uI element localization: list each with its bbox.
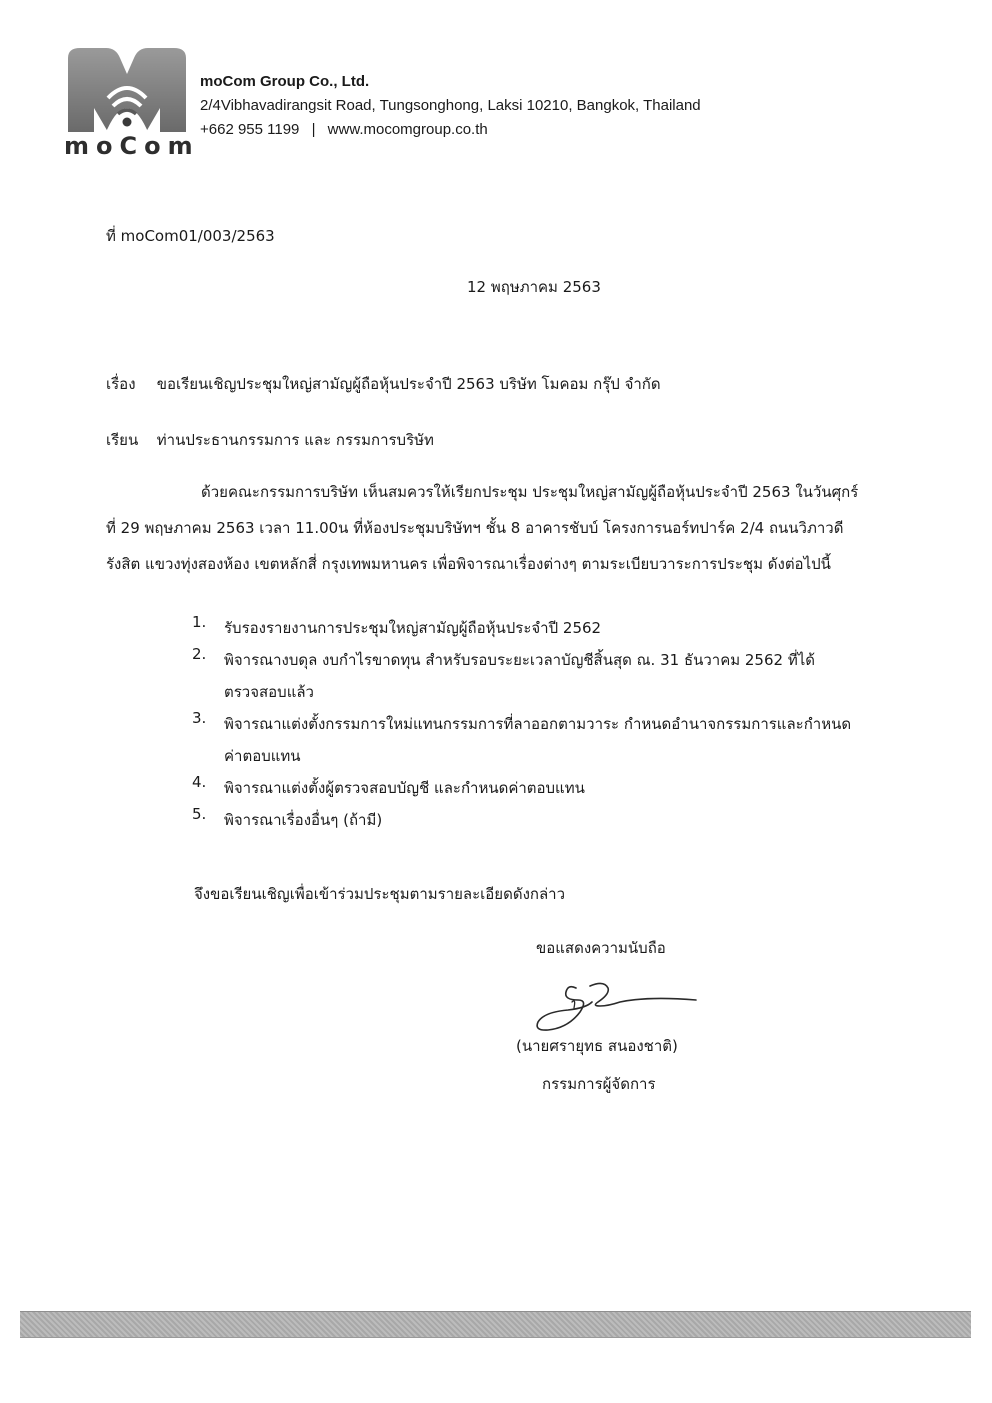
agenda-number: 4. — [192, 773, 207, 791]
body-line: ด้วยคณะกรรมการบริษัท เห็นสมควรให้เรียกประชุม ประชุมใหญ่สามัญผู้ถือหุ้นประจำปี 2563 ในวันศุกร์ — [201, 483, 859, 501]
footer-bar — [20, 1311, 971, 1338]
agenda-number: 5. — [192, 805, 207, 823]
company-contact — [200, 118, 701, 142]
letterhead-info — [200, 70, 701, 142]
agenda-number: 2. — [192, 645, 207, 663]
agenda-number: 3. — [192, 709, 207, 727]
signer-title: กรรมการผู้จัดการ — [542, 1075, 656, 1093]
subject-label: เรื่อง — [106, 375, 136, 393]
agenda-text: พิจารณาแต่งตั้งผู้ตรวจสอบบัญชี และกำหนดค่าตอบแทน — [224, 779, 585, 797]
handwritten-signature-icon — [528, 978, 703, 1036]
company-website: www.mocomgroup.co.th — [327, 121, 488, 138]
company-phone: +662 955 1199 — [200, 121, 300, 138]
body-line: รังสิต แขวงทุ่งสองห้อง เขตหลักสี่ กรุงเทพมหานคร เพื่อพิจารณาเรื่องต่างๆ ตามระเบียบวาระการประชุม ดังต่อไปนี้ — [106, 555, 831, 573]
agenda-text-continued: ตรวจสอบแล้ว — [224, 683, 314, 701]
agenda-number: 1. — [192, 613, 207, 631]
addressee-line — [106, 430, 434, 450]
agenda-text: รับรองรายงานการประชุมใหญ่สามัญผู้ถือหุ้นประจำปี 2562 — [224, 619, 602, 637]
agenda-item — [192, 804, 852, 836]
body-paragraph — [106, 482, 859, 590]
letter-date: 12 พฤษภาคม 2563 — [467, 278, 601, 296]
agenda-item — [192, 612, 852, 644]
company-address: 2/4Vibhavadirangsit Road, Tungsonghong, Laksi 10210, Bangkok, Thailand — [200, 97, 701, 114]
body-line: ที่ 29 พฤษภาคม 2563 เวลา 11.00น ที่ห้องประชุมบริษัทฯ ชั้น 8 อาคารชับบ์ โครงการนอร์ทปาร์ค 2/4 ถนนวิภาวดี — [106, 519, 844, 537]
agenda-list — [192, 612, 852, 836]
company-logo — [62, 44, 200, 162]
agenda-text-continued: ค่าตอบแทน — [224, 747, 301, 765]
contact-separator: | — [311, 121, 316, 138]
agenda-text: พิจารณาเรื่องอื่นๆ (ถ้ามี) — [224, 811, 383, 829]
closing-sentence: จึงขอเรียนเชิญเพื่อเข้าร่วมประชุมตามรายละเอียดดังกล่าว — [194, 885, 566, 903]
regards: ขอแสดงความนับถือ — [536, 939, 666, 957]
agenda-item — [192, 708, 852, 772]
agenda-text: พิจารณางบดุล งบกำไรขาดทุน สำหรับรอบระยะเวลาบัญชีสิ้นสุด ณ. 31 ธันวาคม 2562 ที่ได้ — [224, 651, 815, 669]
company-name: moCom Group Co., Ltd. — [200, 73, 370, 90]
subject-line — [106, 374, 661, 394]
subject-text: ขอเรียนเชิญประชุมใหญ่สามัญผู้ถือหุ้นประจำปี 2563 บริษัท โมคอม กรุ๊ป จำกัด — [156, 375, 661, 393]
addressee-label: เรียน — [106, 431, 139, 449]
signature-image — [528, 978, 703, 1036]
agenda-text: พิจารณาแต่งตั้งกรรมการใหม่แทนกรรมการที่ลาออกตามวาระ กำหนดอำนาจกรรมการและกำหนด — [224, 715, 852, 733]
logo-wordmark: moCom — [64, 132, 200, 160]
agenda-item — [192, 644, 852, 708]
signer-name: (นายศรายุทธ สนองชาติ) — [516, 1037, 678, 1055]
addressee-text: ท่านประธานกรรมการ และ กรรมการบริษัท — [156, 431, 434, 449]
reference-number: ที่ moCom01/003/2563 — [106, 227, 275, 245]
agenda-item — [192, 772, 852, 804]
